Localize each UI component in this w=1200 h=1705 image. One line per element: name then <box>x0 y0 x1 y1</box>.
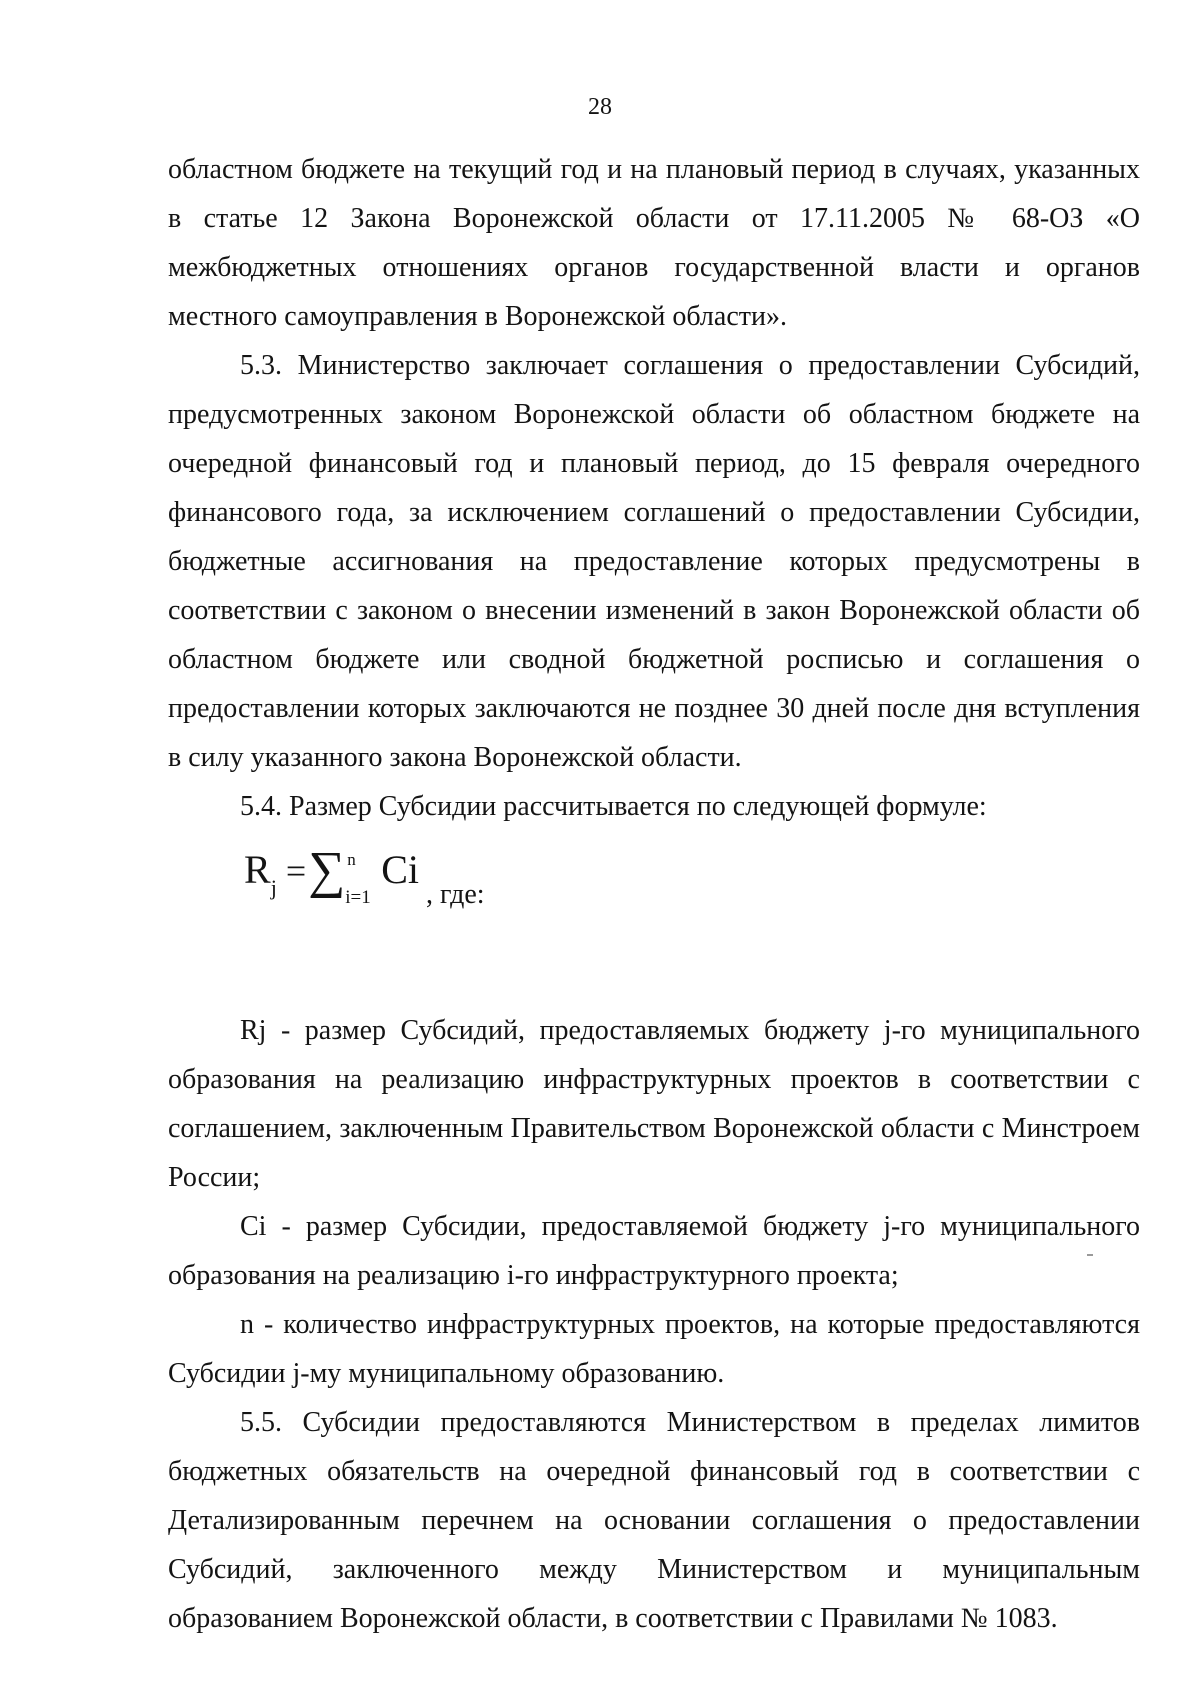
formula-equals: = <box>285 851 307 891</box>
document-body <box>168 145 1140 1643</box>
summation-symbol: ∑ <box>308 842 346 899</box>
paragraph-5-5: 5.5. Субсидии предоставляются Министерством в пределах лимитов бюджетных обязательств на очередной финансовый год в соответствии с Детализированным перечнем на основании соглашения о предоставлении Субсидий, заключенного между Министерством и муниципальным образованием Воронежской области, в соответствии с Правилами № 1083. <box>168 1407 1140 1634</box>
summation-limits <box>345 845 381 908</box>
subsidy-formula <box>168 831 1140 1006</box>
page-number: 28 <box>588 94 612 120</box>
formula-term: Ci <box>381 847 419 892</box>
paragraph-5-3: 5.3. Министерство заключает соглашения о предоставлении Субсидий, предусмотренных законом Воронежской области об областном бюджете на очередной финансовый год и плановый период, до 15 февраля очередного финансового года, за исключением соглашений о предоставлении Субсидии, бюджетные ассигнования на предоставление которых предусмотрены в соответствии с законом о внесении изменений в закон Воронежской области об областном бюджете или сводной бюджетной росписью и соглашения о предоставлении которых заключаются не позднее 30 дней после дня вступления в силу указанного закона Воронежской области. <box>168 350 1140 773</box>
summation-upper-limit: n <box>347 850 356 869</box>
formula-suffix: , где: <box>426 879 485 910</box>
formula-lhs: R <box>244 847 271 892</box>
definition-n: n - количество инфраструктурных проектов, на которые предоставляются Субсидии j-му муниципальному образованию. <box>168 1309 1140 1389</box>
summation-lower-limit: i=1 <box>345 887 371 908</box>
formula-expression <box>244 842 485 910</box>
formula-lhs-subscript: j <box>270 875 277 900</box>
scan-speck <box>1087 1254 1093 1256</box>
definition-ci: Ci - размер Субсидии, предоставляемой бюджету j-го муниципального образования на реализацию i-го инфраструктурного проекта; <box>168 1211 1140 1291</box>
paragraph-5-4: 5.4. Размер Субсидии рассчитывается по следующей формуле: <box>240 791 987 822</box>
paragraph-continuation: областном бюджете на текущий год и на плановый период в случаях, указанных в статье 12 Закона Воронежской области от 17.11.2005 № 68-ОЗ «О межбюджетных отношениях органов государственной власти и органов местного самоуправления в Воронежской области». <box>168 154 1140 332</box>
definition-rj: Rj - размер Субсидий, предоставляемых бюджету j-го муниципального образования на реализацию инфраструктурных проектов в соответствии с соглашением, заключенным Правительством Воронежской области с Минстроем России; <box>168 1015 1140 1193</box>
